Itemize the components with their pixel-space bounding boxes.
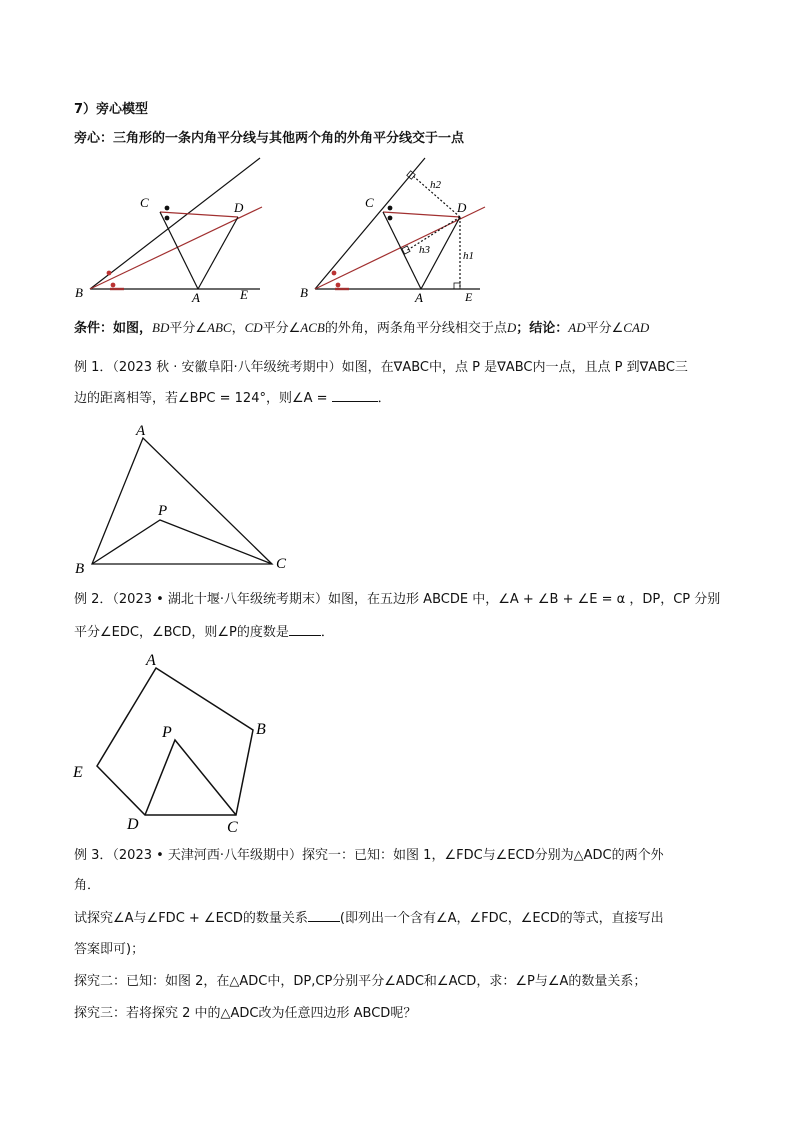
ray-ba <box>315 158 425 289</box>
ex3-line6: 探究三：若将探究 2 中的△ADC改为任意四边形 ABCD呢？ <box>74 1006 417 1021</box>
section-heading: 7）旁心模型 <box>74 102 149 117</box>
segment-cd <box>383 212 460 217</box>
angle-dot <box>388 206 393 211</box>
ex2-line1: 例 2．（2023 • 湖北十堰·八年级统考期末）如图，在五边形 ABCDE 中，∠A + ∠B + ∠E = α ，DP，CP 分别 <box>74 592 721 607</box>
ex3-line2: 角． <box>74 878 101 893</box>
ex2-pentagon-figure <box>70 646 290 836</box>
angle-dot <box>388 216 393 221</box>
label-a: A <box>415 290 423 305</box>
label-d: D <box>457 200 467 215</box>
bisector-bd <box>315 207 485 289</box>
definition-text: 旁心：三角形的一条内角平分线与其他两个角的外角平分线交于一点 <box>74 131 465 146</box>
answer-blank[interactable] <box>332 388 378 402</box>
excenter-figure-left <box>70 155 270 305</box>
label-a: A <box>192 290 200 305</box>
perp-h3 <box>406 217 460 251</box>
angle-dot <box>107 271 112 276</box>
ex1-line2: 边的距离相等，若∠BPC = 124°，则∠A = ． <box>74 388 391 409</box>
label-c: C <box>365 195 374 210</box>
segment-ca <box>160 212 198 289</box>
label-e: E <box>73 764 83 781</box>
label-c: C <box>140 195 149 210</box>
label-c: C <box>227 819 238 836</box>
ex3-line1: 例 3．（2023 • 天津河西·八年级期中）探究一：已知：如图 1，∠FDC与∠ECD分别为△ADC的两个外 <box>74 848 664 863</box>
angle-dot <box>165 216 170 221</box>
answer-blank[interactable] <box>289 622 321 636</box>
label-b: B <box>300 285 308 300</box>
label-b: B <box>75 561 85 577</box>
label-h3: h3 <box>419 244 430 256</box>
ex3-line5: 探究二：已知：如图 2，在△ADC中，DP,CP分别平分∠ADC和∠ACD，求：∠P与∠A的数量关系； <box>74 974 647 989</box>
condition-text: 条件：如图，BD平分∠ABC，CD平分∠ACB的外角，两条角平分线相交于点D；结论：AD平分∠CAD <box>74 320 650 336</box>
label-d: D <box>234 200 244 215</box>
angle-dot <box>332 271 337 276</box>
label-c: C <box>276 556 287 572</box>
label-p: P <box>158 503 168 519</box>
label-h2: h2 <box>430 179 441 191</box>
label-p: P <box>162 724 172 741</box>
segments-bp-cp <box>92 520 272 564</box>
label-b: B <box>256 721 266 738</box>
ex1-line1: 例 1．（2023 秋 · 安徽阜阳·八年级统考期中）如图，在∇ABC中，点 P 是∇ABC内一点，且点 P 到∇ABC三 <box>74 360 688 375</box>
label-e: E <box>240 287 248 302</box>
right-angle-mark <box>454 283 460 289</box>
segments-dp-cp <box>145 740 236 815</box>
angle-dot <box>111 283 116 288</box>
label-d: D <box>127 816 139 833</box>
label-h1: h1 <box>463 250 474 262</box>
ex3-line4: 答案即可)； <box>74 942 145 957</box>
label-e: E <box>465 290 473 304</box>
angle-dot <box>336 283 341 288</box>
label-a: A <box>146 652 156 669</box>
angle-dot <box>165 206 170 211</box>
excenter-figure-right <box>295 155 495 305</box>
label-a: A <box>136 423 146 439</box>
ex2-line2: 平分∠EDC，∠BCD，则∠P的度数是 ． <box>74 622 334 643</box>
ex3-line3: 试探究∠A与∠FDC + ∠ECD的数量关系 (即列出一个含有∠A，∠FDC，∠ECD的等式，直接写出 <box>74 908 664 929</box>
answer-blank[interactable] <box>308 908 340 922</box>
ex1-triangle-figure <box>70 418 300 580</box>
segment-ca <box>383 212 421 289</box>
segment-cd <box>160 212 238 217</box>
label-b: B <box>75 285 83 300</box>
triangle-abc <box>92 438 272 564</box>
